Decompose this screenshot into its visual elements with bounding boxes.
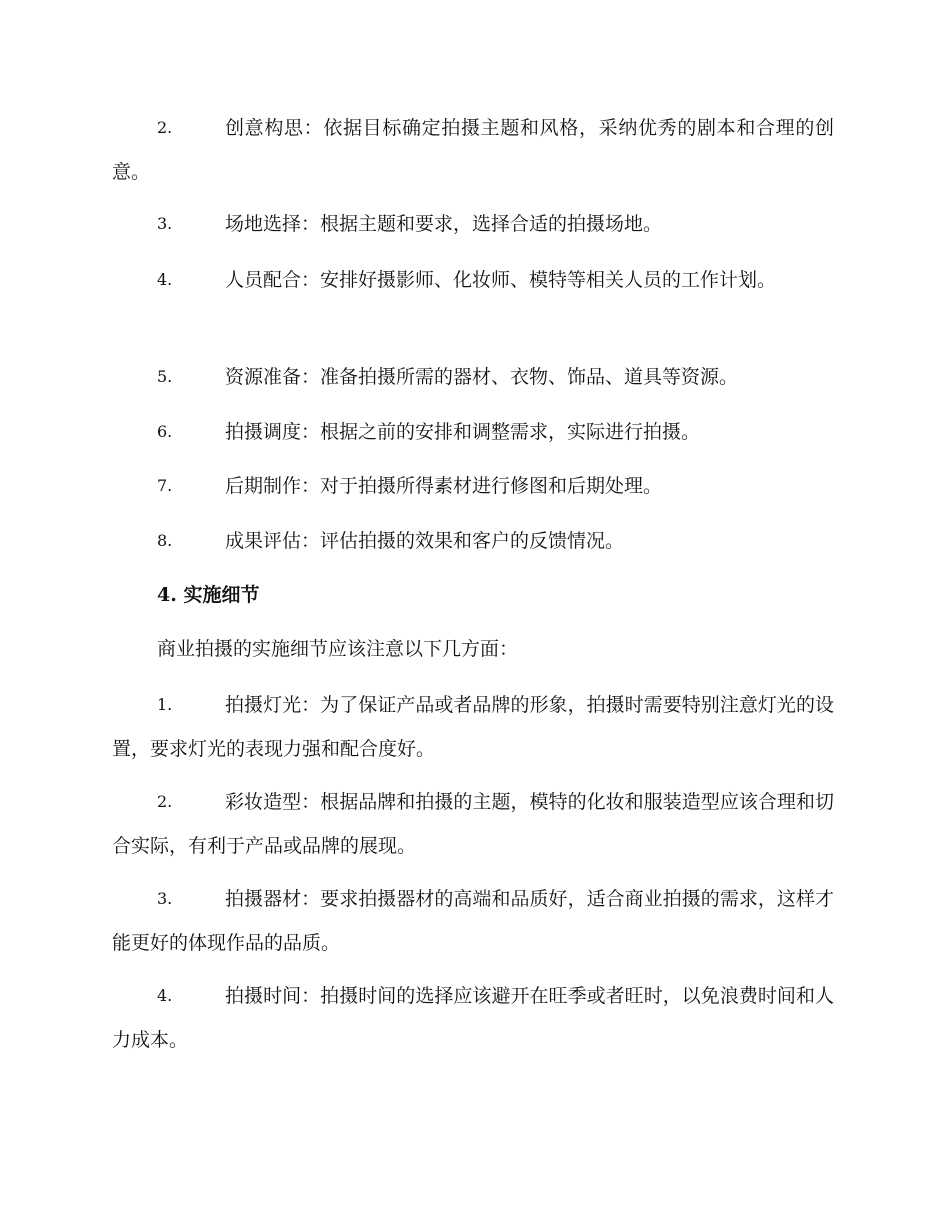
list-text: 拍摄调度：根据之前的安排和调整需求，实际进行拍摄。	[225, 421, 701, 443]
list-number: 2.	[157, 118, 173, 137]
list-item	[112, 683, 834, 771]
list-number: 5.	[157, 367, 173, 386]
list-text: 拍摄灯光：为了保证产品或者品牌的形象，拍摄时需要特别注意灯光的设置，要求灯光的表现力强和配合度好。	[112, 694, 834, 760]
list-text: 资源准备：准备拍摄所需的器材、衣物、饰品、道具等资源。	[225, 366, 739, 388]
list-number: 6.	[157, 422, 173, 441]
list-item	[112, 202, 834, 246]
list-text: 场地选择：根据主题和要求，选择合适的拍摄场地。	[225, 213, 663, 235]
intro-paragraph: 商业拍摄的实施细节应该注意以下几方面：	[157, 638, 519, 660]
list-item	[112, 519, 834, 563]
list-item	[112, 355, 834, 399]
list-number: 4.	[157, 986, 173, 1005]
list-text: 彩妆造型：根据品牌和拍摄的主题，模特的化妆和服装造型应该合理和切合实际，有利于产品或品牌的展现。	[112, 791, 834, 857]
section-heading: 4. 实施细节	[157, 584, 260, 606]
list-number: 3.	[157, 214, 173, 233]
list-text: 人员配合：安排好摄影师、化妆师、模特等相关人员的工作计划。	[225, 269, 777, 291]
list-number: 1.	[157, 695, 173, 714]
list-number: 8.	[157, 531, 173, 550]
list-item	[112, 877, 834, 965]
list-item	[112, 464, 834, 508]
list-item	[112, 106, 834, 194]
list-text: 后期制作：对于拍摄所得素材进行修图和后期处理。	[225, 475, 663, 497]
list-text: 拍摄时间：拍摄时间的选择应该避开在旺季或者旺时，以免浪费时间和人力成本。	[112, 985, 834, 1051]
list-item	[112, 974, 834, 1062]
list-item	[112, 258, 834, 302]
list-item	[112, 780, 834, 868]
list-number: 3.	[157, 889, 173, 908]
list-text: 拍摄器材：要求拍摄器材的高端和品质好，适合商业拍摄的需求，这样才能更好的体现作品的品质。	[112, 888, 834, 954]
list-number: 2.	[157, 792, 173, 811]
list-number: 7.	[157, 476, 173, 495]
list-text: 成果评估：评估拍摄的效果和客户的反馈情况。	[225, 530, 625, 552]
list-item	[112, 410, 834, 454]
list-text: 创意构思：依据目标确定拍摄主题和风格，采纳优秀的剧本和合理的创意。	[112, 117, 834, 183]
list-number: 4.	[157, 270, 173, 289]
